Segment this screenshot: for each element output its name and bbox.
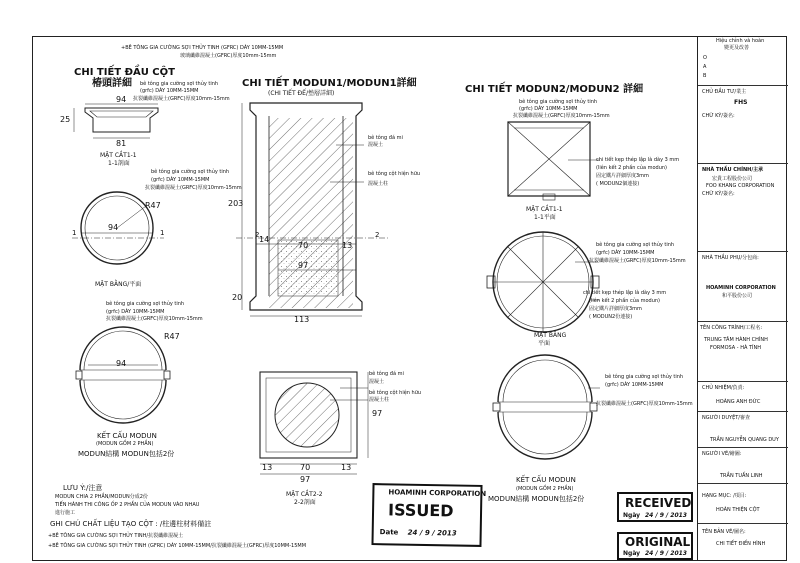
cut22-note-conc: bê tông đá mi (369, 371, 404, 377)
cut22-note-core: bê tông cột hiện hữu (369, 390, 422, 396)
modun-m2-label-sub: (MODUN GỒM 2 PHẦN) (516, 486, 574, 492)
cap-modun-radius: R47 (164, 332, 180, 341)
cut22-dim-13b: 13 (341, 463, 352, 472)
issued-stamp-date: 24 / 9 / 2013 (407, 528, 457, 538)
plan-m2-clip-2: (liên kết 2 phần của modun) (589, 298, 660, 304)
modun1-note-conc: bê tông đá mi (368, 135, 403, 141)
pm-label: CHỦ NHIỆM/負責: (702, 385, 745, 391)
cut22-label-cn: 2-2剖面 (294, 499, 316, 506)
drawing-name-box (698, 524, 788, 561)
cut22-dim-side: 97 (372, 409, 383, 418)
plan-m2-clip-3: 固定鐵片詳細厚度3mm (589, 306, 642, 312)
contractor-name: 宏貴工程股份公司 (712, 176, 753, 182)
cut22-note-core-cn: 混凝土柱 (369, 397, 390, 403)
plan-m2-clip-4: ( MODUN2份連接) (589, 314, 633, 320)
cap-plan-note-1: bê tông gia cường sợi thủy tinh (151, 169, 230, 175)
cap-dim-side: 25 (60, 115, 71, 124)
cap-modun-note-1: bê tông gia cường sợi thủy tinh (106, 301, 185, 307)
caution-line-3: 進行施工 (55, 510, 76, 516)
issued-stamp (371, 483, 487, 547)
subcontractor-box (698, 252, 788, 322)
cap-cut-label: MẶT CẮT1-1 (100, 152, 137, 159)
modun1-mark-right: 2 (375, 231, 380, 239)
caution-line-2: TIẾN HÀNH THI CÔNG ỐP 2 PHẦN CỦA MODUN VÀO NHAU (55, 502, 200, 508)
plan-m2-clip-1: chi tiết kẹp thép lập là dày 3 mm (583, 290, 667, 296)
modun1-note-core-cn: 混凝土柱 (368, 181, 389, 187)
cap-note-2: (grfc) DÀY 10MM-15MM (140, 88, 199, 94)
modun1-dim-h: 203 (228, 199, 244, 208)
modun2-cut-label-cn: 1-1平面 (534, 214, 556, 221)
cap-plan-label: MẶT BẰNG/平面 (95, 281, 142, 288)
modun1-dim-13: 13 (342, 241, 353, 250)
issued-stamp-text: ISSUED (387, 500, 454, 521)
contractor-label: NHÀ THẦU CHÍNH/主承 (702, 167, 764, 173)
plan-m2-note-2: (grfc) DÀY 10MM-15MM (596, 250, 655, 256)
pm-box (698, 382, 788, 412)
cap-modun-label-cn: MODUN結構 MODUN包括2份 (78, 450, 175, 458)
modun-m2-label: KẾT CẤU MODUN (516, 476, 576, 484)
cap-modun-outline (76, 327, 170, 423)
cut22-dim-70: 70 (300, 463, 311, 472)
item-box (698, 484, 788, 524)
cap-modun-label: KẾT CẤU MODUN (97, 432, 157, 440)
owner-rep: CHỮ KÝ/簽名: (702, 113, 735, 119)
contractor-rep: CHỮ KÝ/簽名: (702, 191, 735, 197)
modun2-note-1: bê tông gia cường sợi thủy tinh (519, 99, 598, 105)
cap-dim-bottom: 81 (116, 139, 127, 148)
modun2-modun-outline (493, 355, 600, 459)
modun1-dim-97: 97 (298, 261, 309, 270)
drafter-name: TRẦN TUẤN LINH (720, 473, 763, 479)
cap-modun-label-sub: (MODUN GỒM 2 PHẦN) (96, 441, 154, 447)
drawing-name: CHI TIẾT ĐIỂN HÌNH (716, 541, 766, 547)
checker-name: TRẦN NGUYỄN QUANG DUY (710, 437, 779, 443)
revision-head-cn: 變更及改善 (724, 45, 750, 51)
owner-box (698, 86, 788, 164)
modun2-clip-3: 固定鐵片詳細厚度3mm (596, 173, 649, 179)
cap-section-outline (74, 104, 158, 138)
issued-stamp-company: HOAMINH CORPORATION (388, 488, 487, 499)
sub-label: NHÀ THẦU PHỤ/分包商: (702, 255, 759, 261)
modun-m2-label-cn: MODUN結構 MODUN包括2份 (488, 495, 585, 503)
original-stamp-date: 24 / 9 / 2013 (645, 550, 687, 557)
cap-plan-mark-right: 1 (160, 229, 165, 237)
project-box (698, 322, 788, 382)
material-line-2: +BÊ TÔNG GIA CƯỜNG SỢI THỦY TINH (GFRC) DÀY 10MM-15MM/抗裂纖維混凝土(GFRC)厚度10MM-15MM (48, 543, 307, 549)
modun2-clip-4: ( MODUN2個連接) (596, 181, 640, 187)
cap-detail-title-cn: 椿頭詳細 (92, 78, 132, 89)
cap-note-3: 抗裂纖維混凝土(GRFC)厚度10mm-15mm (133, 96, 230, 102)
checker-box (698, 412, 788, 448)
original-stamp-date-label: Ngày (623, 550, 641, 557)
issued-stamp-date-label: Date (379, 528, 399, 537)
material-title: GHI CHÚ CHẤT LIỆU TẠO CỘT : /柱邊柱材料備註 (50, 520, 212, 528)
sub-name: HOAMINH CORPORATION (706, 285, 776, 291)
owner-label: CHỦ ĐẦU TƯ/業主 (702, 89, 747, 95)
revision-box (698, 36, 788, 86)
contractor-box (698, 164, 788, 252)
received-stamp (617, 492, 693, 522)
modun2-note-3: 抗裂纖維混凝土(GRFC)厚度10mm-15mm (513, 113, 610, 119)
modun-m2-note-3: 抗裂纖維混凝土(GRFC)厚度10mm-15mm (596, 401, 693, 407)
item-label: HẠNG MỤC: /項目: (702, 493, 747, 499)
owner-logo: FHS (734, 99, 748, 106)
cut22-note-conc-cn: 混凝土 (369, 379, 385, 385)
plan-m2-label-cn: 平面 (538, 340, 551, 347)
sub-name-cn: 和平股份公司 (722, 293, 753, 299)
received-stamp-date: 24 / 9 / 2013 (645, 512, 687, 519)
cap-modun-dia: 94 (116, 359, 127, 368)
cut22-label: MẶT CẮT2-2 (286, 491, 323, 498)
rev-b: B (703, 73, 707, 79)
top-grfc-note: +BÊ TÔNG GIA CƯỜNG SỢI THỦY TINH (GFRC) DÀY 10MM-15MM (121, 45, 284, 51)
caution-title: LƯU Ý:/注意 (63, 484, 103, 492)
modun1-mark-left: 2 (255, 231, 260, 239)
modun1-dim-w: 113 (294, 315, 310, 324)
checker-label: NGƯỜI DUYỆT/審查 (702, 415, 750, 421)
modun1-title: CHI TIẾT MODUN1/MODUN1詳細 (242, 78, 417, 89)
project-name-2: FORMOSA - HÀ TĨNH (710, 345, 762, 351)
top-grfc-note-cn: 玻璃纖維混凝土(GFRC)厚度10mm-15mm (180, 53, 277, 59)
modun1-dim-14: 14 (259, 235, 270, 244)
modun1-dim-base: 20 (232, 293, 243, 302)
plan-m2-note-1: bê tông gia cường sợi thủy tinh (596, 242, 675, 248)
title-block (697, 36, 787, 561)
modun-m2-note-2: (grfc) DÀY 10MM-15MM (605, 382, 664, 388)
modun1-elevation (236, 103, 390, 316)
pm-name: HOÀNG ANH ĐỨC (716, 399, 761, 405)
caution-line-1: MODUN CHIA 2 PHẦN/MODUN分成2份 (55, 494, 148, 500)
cap-modun-note-2: (grfc) DÀY 10MM-15MM (106, 309, 165, 315)
project-label: TÊN CÔNG TRÌNH/工程名: (700, 325, 763, 331)
modun2-clip-2: (liên kết 2 phần của modun) (596, 165, 667, 171)
original-stamp (617, 532, 693, 560)
modun1-note-conc-cn: 混凝土 (368, 142, 384, 148)
cap-plan-mark-left: 1 (72, 229, 77, 237)
modun2-clip-1: chi tiết kẹp thép lập là dày 3 mm (596, 157, 680, 163)
project-name-1: TRUNG TÂM HÀNH CHÍNH (704, 337, 768, 343)
drawing-label: TÊN BẢN VẼ/圖名: (702, 529, 746, 535)
cap-modun-note-3: 抗裂纖維混凝土(GRFC)厚度10mm-15mm (106, 316, 203, 322)
modun2-plan-outline (487, 232, 600, 332)
cut22-dim-13a: 13 (262, 463, 273, 472)
plan-m2-note-3: 抗裂纖維混凝土(GRFC)厚度10mm-15mm (589, 258, 686, 264)
drafter-label: NGƯỜI VẼ/繪圖: (702, 451, 742, 457)
original-stamp-text: ORIGINAL (625, 535, 691, 549)
cap-plan-note-3: 抗裂纖維混凝土(GRFC)厚度10mm-15mm (145, 185, 242, 191)
material-line-1: +BÊ TÔNG GIA CƯỜNG SỢI THỦY TINH/抗裂纖維混凝土 (48, 533, 184, 539)
cap-plan-note-2: (grfc) DÀY 10MM-15MM (151, 177, 210, 183)
modun1-dim-70: 70 (298, 241, 309, 250)
section22-outline (260, 372, 368, 474)
cut22-dim-97: 97 (300, 475, 311, 484)
contractor-name-en: FOO KHANG CORPORATION (706, 183, 775, 189)
modun-m2-note-1: bê tông gia cường sợi thủy tinh (605, 374, 684, 380)
received-stamp-text: RECEIVED (625, 496, 692, 510)
modun1-subtitle: (CHI TIẾT ĐẾ/墊層詳細) (268, 90, 335, 97)
rev-a: A (703, 64, 707, 70)
modun2-note-2: (grfc) DÀY 10MM-15MM (519, 106, 578, 112)
item-name: HOÀN THIỆN CỘT (716, 507, 760, 513)
cap-plan-dia: 94 (108, 223, 119, 232)
plan-m2-label: MẶT BẰNG (534, 332, 567, 339)
modun2-section-outline (508, 122, 600, 200)
modun1-note-core: bê tông cột hiện hữu (368, 171, 421, 177)
modun2-cut-label: MẶT CẮT1-1 (526, 206, 563, 213)
rev-o: O (703, 55, 707, 61)
cap-dim-top: 94 (116, 95, 127, 104)
cap-detail-title: CHI TIẾT ĐẦU CỘT (74, 67, 175, 78)
received-stamp-date-label: Ngày (623, 512, 641, 519)
cap-note-1: bê tông gia cường sợi thủy tinh (140, 81, 219, 87)
drafter-box (698, 448, 788, 484)
cap-cut-label-cn: 1-1剖面 (108, 160, 130, 167)
cap-plan-radius: R47 (145, 201, 161, 210)
revision-head: Hiệu chỉnh và hoàn (716, 38, 765, 44)
modun2-title: CHI TIẾT MODUN2/MODUN2 詳細 (465, 84, 644, 95)
